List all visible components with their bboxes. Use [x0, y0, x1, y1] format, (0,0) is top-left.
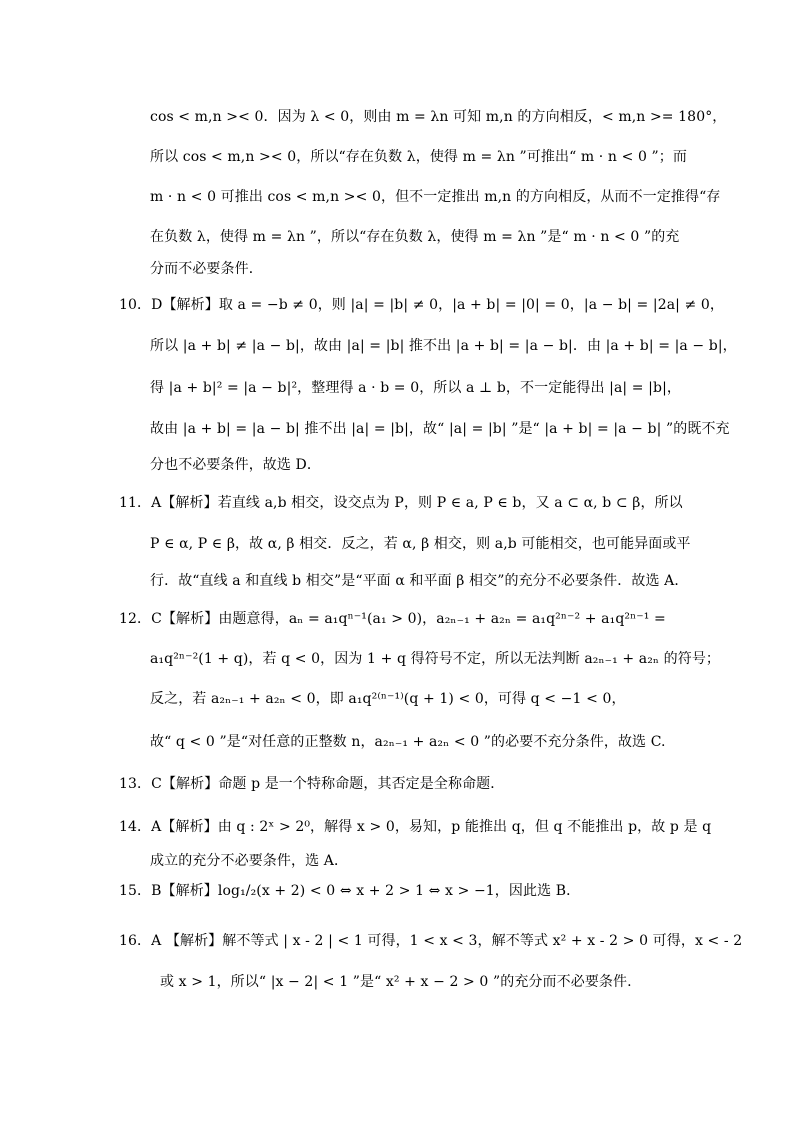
text-line: P ∈ α, P ∈ β，故 α, β 相交．反之，若 α, β 相交，则 a,b 可能相交，也可能异面或平 [150, 536, 691, 552]
text-line: 在负数 λ，使得 m = λn ”，所以“存在负数 λ，使得 m = λn ”是“ m · n < 0 ”的充 [150, 229, 680, 245]
text-line: 或 x > 1，所以“ |x − 2| < 1 ”是“ x² + x − 2 > 0 ”的充分而不必要条件. [160, 974, 632, 990]
text-line: 故“ q < 0 ”是“对任意的正整数 n，a₂ₙ₋₁ + a₂ₙ < 0 ”的必要不充分条件，故选 C. [150, 734, 666, 750]
text-line: 得 |a + b|² = |a − b|²，整理得 a · b = 0，所以 a ⊥ b，不一定能得出 |a| = |b|， [150, 380, 681, 396]
text-line: 行．故“直线 a 和直线 b 相交”是“平面 α 和平面 β 相交”的充分不必要条件．故选 A． [150, 573, 689, 589]
answer-item-10: 10．D【解析】取 a = −b ≠ 0，则 |a| = |b| ≠ 0，|a + b| = |0| = 0，|a − b| = |2a| ≠ 0， [119, 297, 725, 313]
text-line: 所以 |a + b| ≠ |a − b|，故由 |a| = |b| 推不出 |a + b| = |a − b|．由 |a + b| = |a − b|， [150, 338, 737, 354]
text-line: 反之，若 a₂ₙ₋₁ + a₂ₙ < 0，即 a₁q²⁽ⁿ⁻¹⁾(q + 1) < 0，可得 q < −1 < 0， [150, 691, 626, 707]
text-line: m · n < 0 可推出 cos < m,n >< 0，但不一定推出 m,n 的方向相反，从而不一定推得“存 [150, 189, 721, 205]
answer-item-11: 11．A【解析】若直线 a,b 相交，设交点为 P，则 P ∈ a, P ∈ b，又 a ⊂ α, b ⊂ β，所以 [119, 495, 683, 511]
answer-item-14: 14．A【解析】由 q : 2ˣ > 2⁰，解得 x > 0，易知，p 能推出 q，但 q 不能推出 p，故 p 是 q [119, 819, 712, 835]
text-line: cos < m,n >< 0．因为 λ < 0，则由 m = λn 可知 m,n 的方向相反，< m,n >= 180°， [150, 109, 727, 125]
answer-item-12: 12．C【解析】由题意得，aₙ = a₁qⁿ⁻¹(a₁ > 0)，a₂ₙ₋₁ + a₂ₙ = a₁q²ⁿ⁻² + a₁q²ⁿ⁻¹ = [119, 611, 666, 627]
answer-item-16: 16．A 【解析】解不等式 | x - 2 | < 1 可得，1 < x < 3，解不等式 x² + x - 2 > 0 可得，x < - 2 [119, 933, 743, 949]
text-line: 所以 cos < m,n >< 0，所以“存在负数 λ，使得 m = λn ”可推出“ m · n < 0 ”；而 [150, 149, 687, 165]
text-line: 分也不必要条件，故选 D． [150, 457, 321, 473]
answer-item-15: 15．B【解析】log₁/₂(x + 2) < 0 ⇔ x + 2 > 1 ⇔ x > −1，因此选 B． [119, 883, 581, 899]
text-line: a₁q²ⁿ⁻²(1 + q)，若 q < 0，因为 1 + q 得符号不定，所以无法判断 a₂ₙ₋₁ + a₂ₙ 的符号； [150, 651, 721, 667]
text-line: 成立的充分不必要条件，选 A． [150, 853, 349, 869]
answer-item-13: 13．C【解析】命题 p 是一个特称命题，其否定是全称命题． [119, 776, 505, 792]
text-line: 故由 |a + b| = |a − b| 推不出 |a| = |b|，故“ |a| = |b| ”是“ |a + b| = |a − b| ”的既不充 [150, 421, 730, 437]
text-line: 分而不必要条件． [150, 261, 263, 277]
